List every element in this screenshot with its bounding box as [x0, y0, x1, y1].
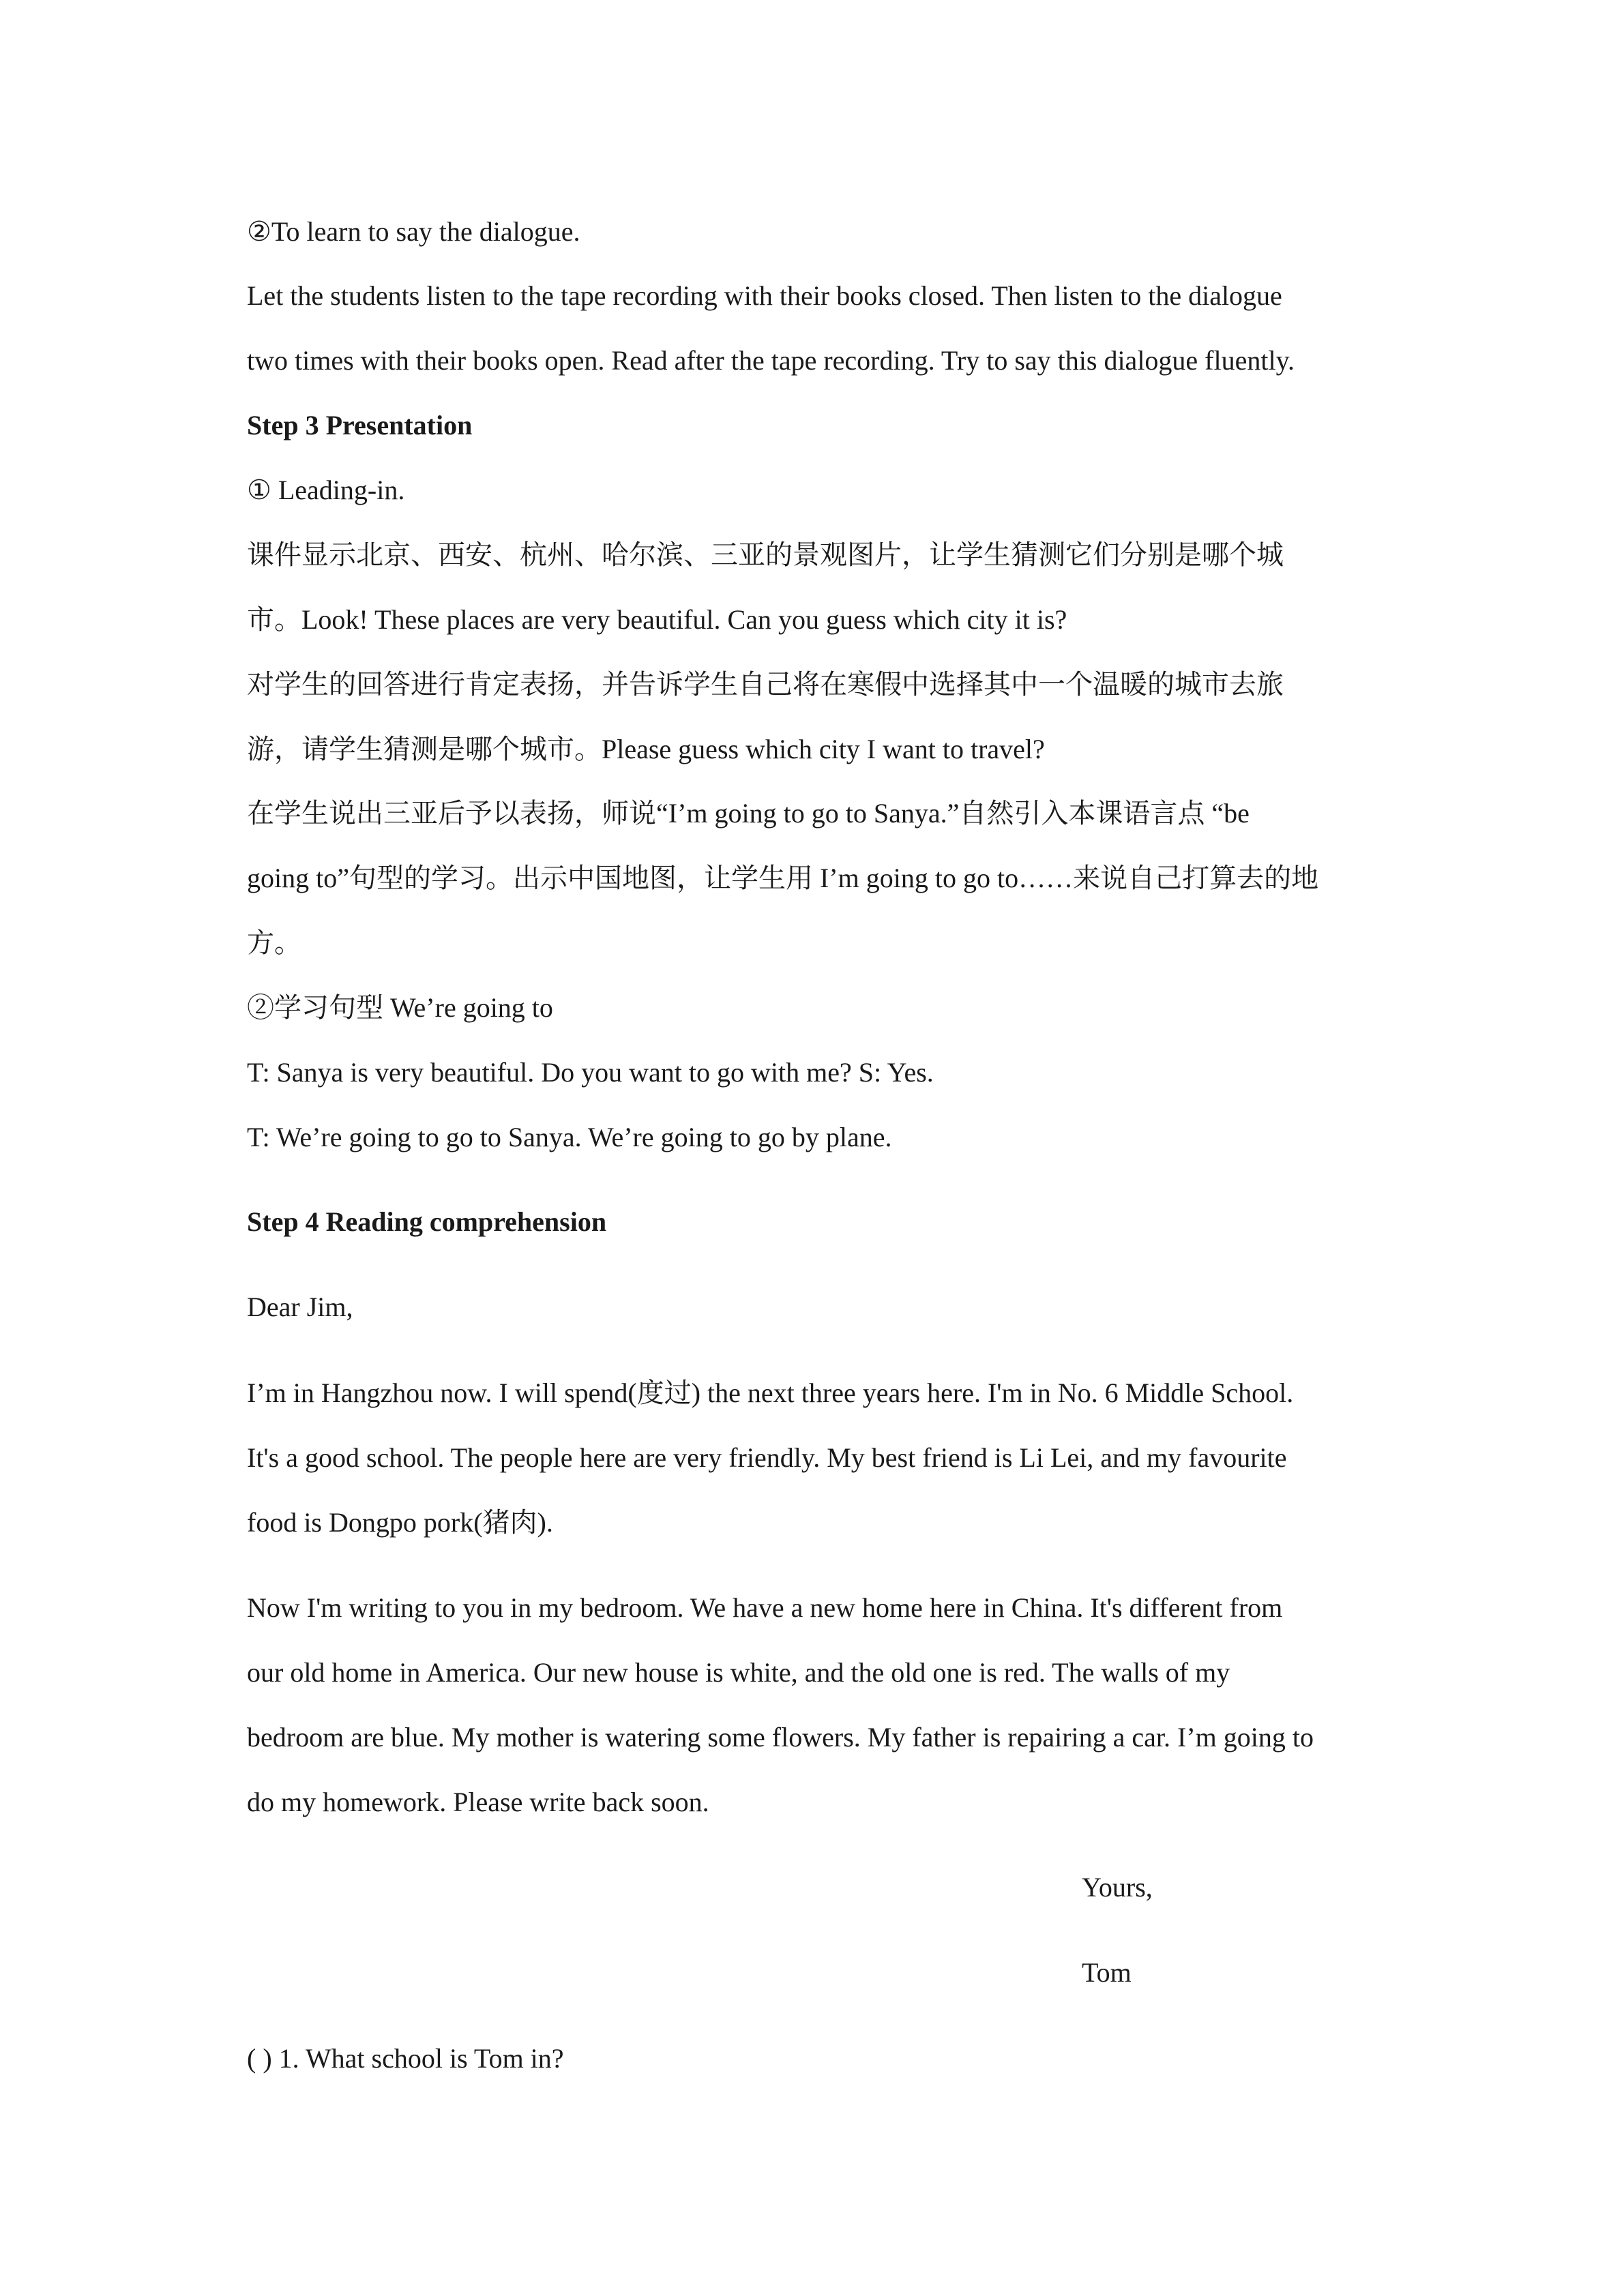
- sentence-pattern-heading: ②学习句型 We’re going to: [247, 992, 553, 1023]
- paragraph-line: 游，请学生猜测是哪个城市。Please guess which city I want to travel?: [247, 734, 1045, 764]
- dialogue-line: T: Sanya is very beautiful. Do you want to go with me? S: Yes.: [247, 1057, 934, 1088]
- instruction-line-2: two times with their books open. Read after the tape recording. Try to say this dialogue fluently.: [247, 345, 1295, 376]
- letter-line: our old home in America. Our new house is white, and the old one is red. The walls of my: [247, 1657, 1230, 1688]
- letter-signature: Tom: [1082, 1957, 1132, 1988]
- letter-closing: Yours,: [1082, 1872, 1153, 1903]
- letter-line: It's a good school. The people here are very friendly. My best friend is Li Lei, and my favourite: [247, 1442, 1287, 1473]
- instruction-line-1: Let the students listen to the tape recording with their books closed. Then listen to the dialogue: [247, 280, 1282, 311]
- paragraph-line: 课件显示北京、西安、杭州、哈尔滨、三亚的景观图片，让学生猜测它们分别是哪个城: [247, 539, 1284, 570]
- paragraph-line: 方。: [247, 927, 301, 958]
- paragraph-line: 对学生的回答进行肯定表扬，并告诉学生自己将在寒假中选择其中一个温暖的城市去旅: [247, 669, 1284, 700]
- leading-in: ① Leading-in.: [247, 475, 405, 505]
- letter-line: Now I'm writing to you in my bedroom. We have a new home here in China. It's different from: [247, 1592, 1283, 1623]
- step-3-heading: Step 3 Presentation: [247, 410, 473, 441]
- question-1: ( ) 1. What school is Tom in?: [247, 2043, 564, 2074]
- paragraph-line: 市。Look! These places are very beautiful. Can you guess which city it is?: [247, 604, 1067, 635]
- letter-line: food is Dongpo pork(猪肉).: [247, 1507, 553, 1538]
- objective-dialogue: ②To learn to say the dialogue.: [247, 216, 580, 247]
- letter-greeting: Dear Jim,: [247, 1292, 353, 1322]
- letter-line: I’m in Hangzhou now. I will spend(度过) the next three years here. I'm in No. 6 Middle School.: [247, 1377, 1294, 1408]
- letter-line: do my homework. Please write back soon.: [247, 1787, 709, 1817]
- step-4-heading: Step 4 Reading comprehension: [247, 1206, 607, 1237]
- letter-line: bedroom are blue. My mother is watering some flowers. My father is repairing a car. I’m going to: [247, 1722, 1314, 1753]
- dialogue-line: T: We’re going to go to Sanya. We’re going to go by plane.: [247, 1122, 892, 1152]
- paragraph-line: going to”句型的学习。出示中国地图，让学生用 I’m going to go to……来说自己打算去的地: [247, 863, 1319, 893]
- paragraph-line: 在学生说出三亚后予以表扬，师说“I’m going to go to Sanya.”自然引入本课语言点 “be: [247, 798, 1250, 829]
